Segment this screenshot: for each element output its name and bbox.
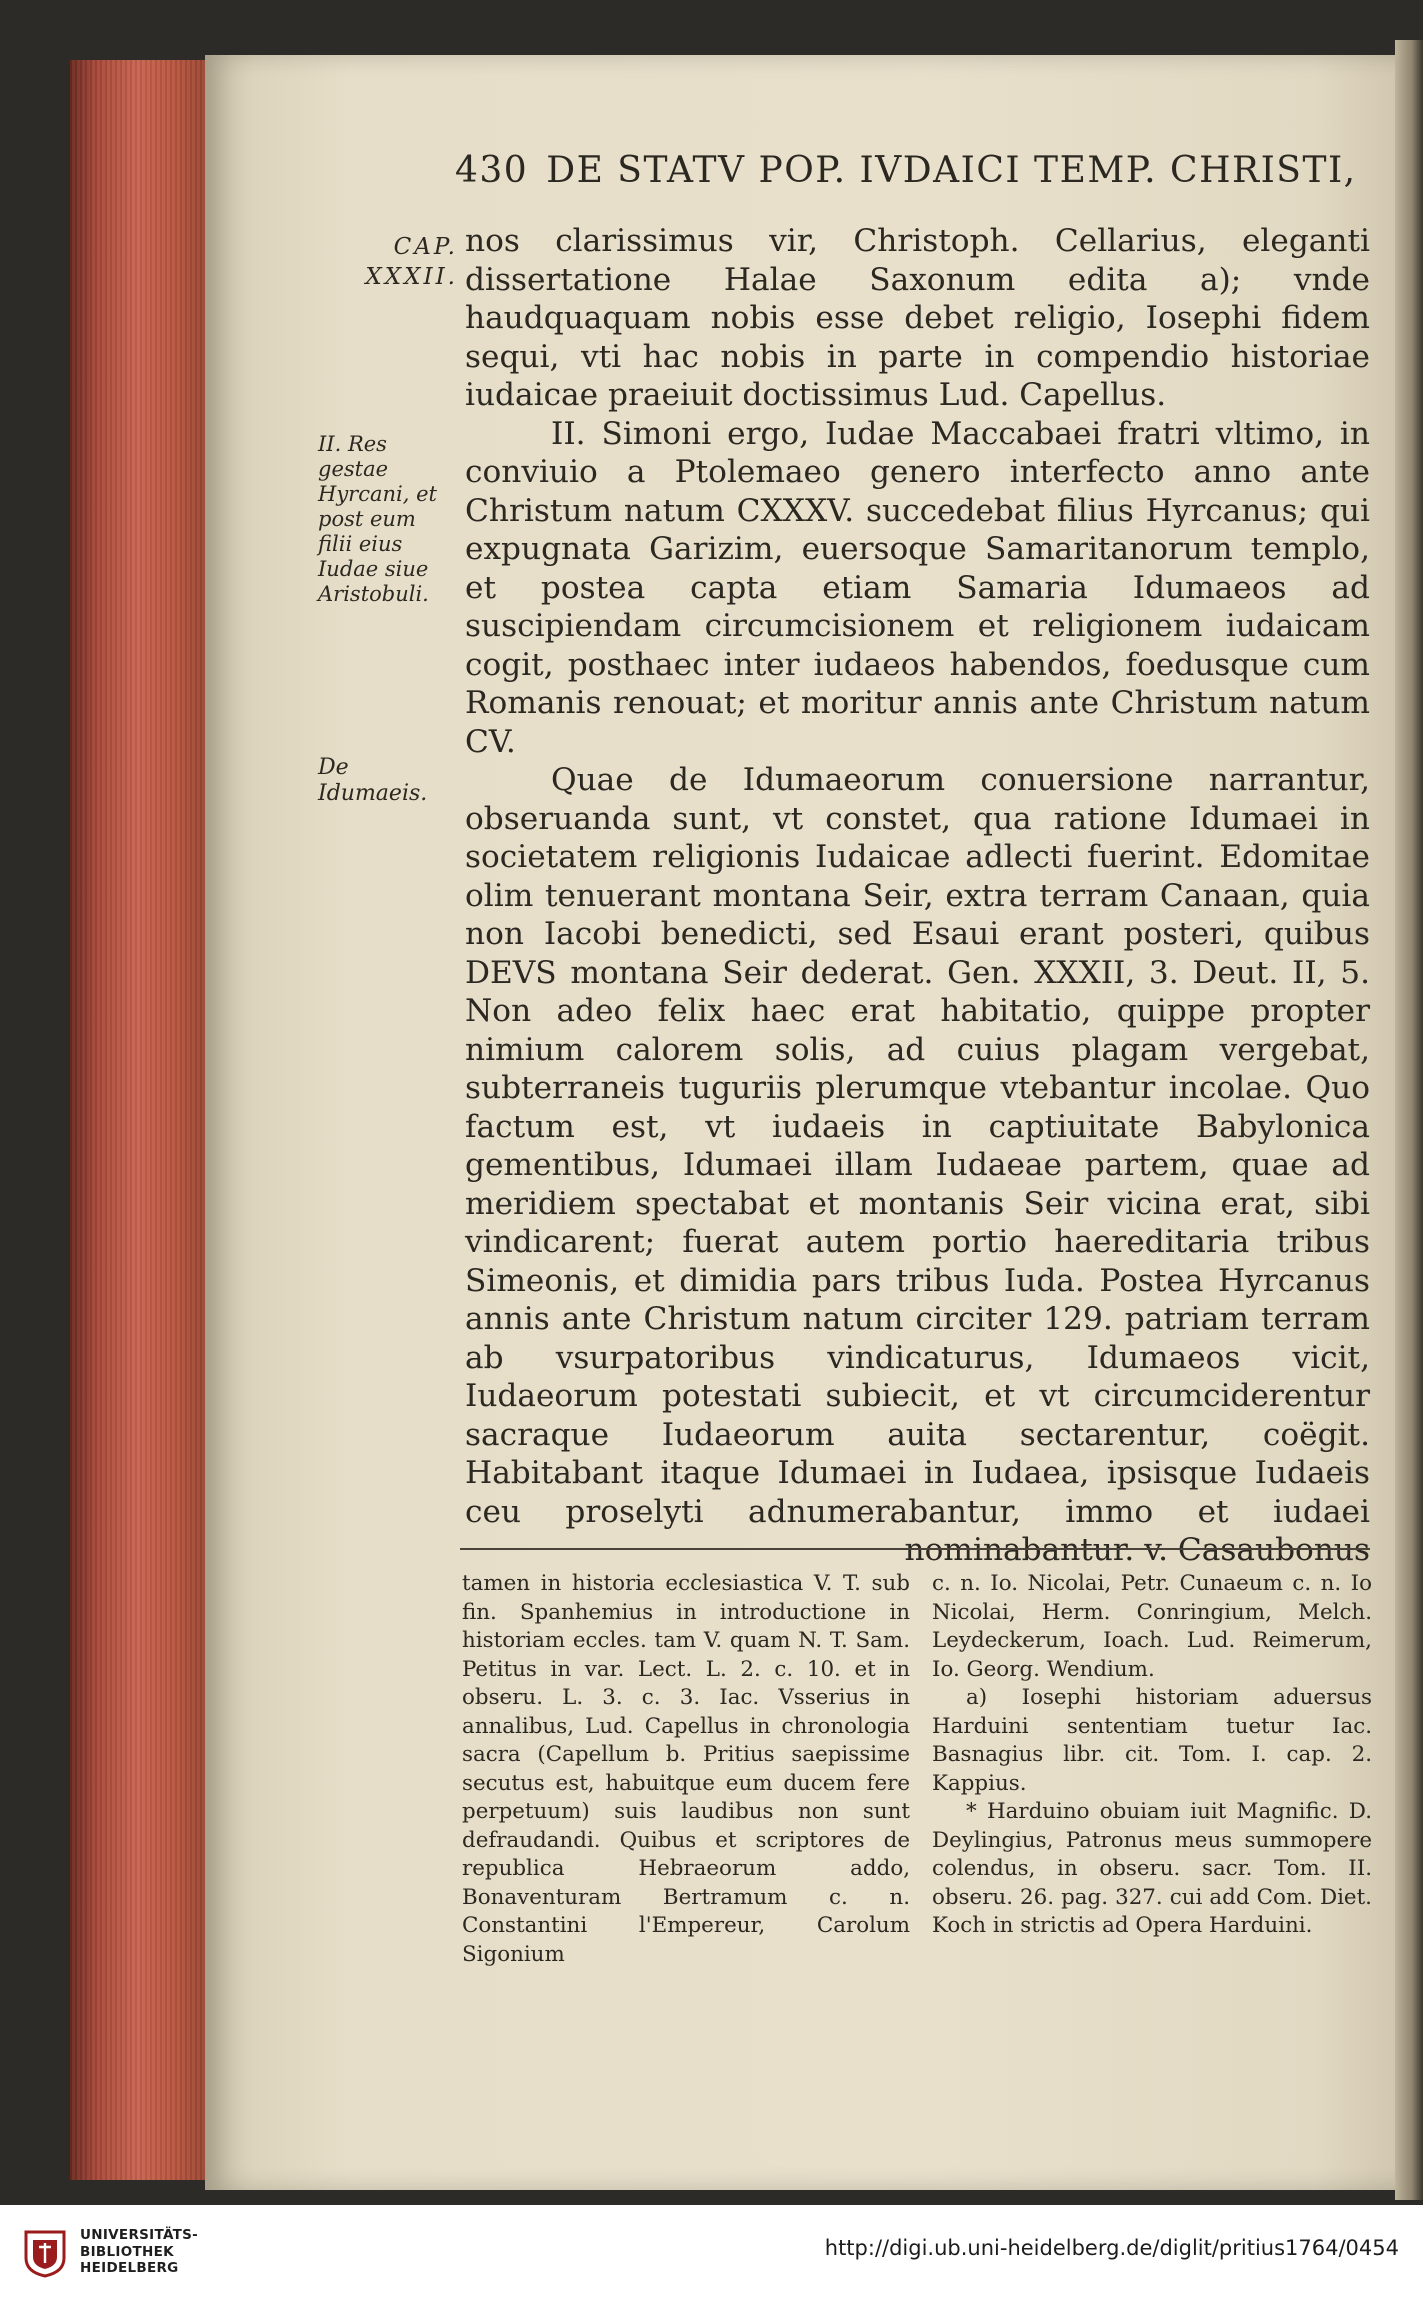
footnotes-left-column bbox=[462, 1570, 910, 1969]
footnote-rule bbox=[460, 1548, 1370, 1550]
footnote-right-text-1: c. n. Io. Nicolai, Petr. Cunaeum c. n. Io Nicolai, Herm. Conringium, Melch. Leydeckerum, Ioach. Lud. Reimerum, Io. Georg. Wendium. bbox=[932, 1571, 1372, 1682]
heidelberg-university-seal-icon bbox=[22, 2228, 68, 2278]
main-paragraph-3: Quae de Idumaeorum conuersione narrantur, obseruanda sunt, vt constet, qua ratione Idumaei in societatem religionis Iudaicae adlecti fuerint. Edomitae olim tenuerant montana Seir, extra terram Canaan, quia non Iacobi benedicti, sed Esaui erant posteri, quibus DEVS montana Seir dederat. Gen. XXXII, 3. Deut. II, 5. Non adeo felix haec erat habitatio, quippe propter nimium calorem solis, ad cuius plagam vergebat, subterraneis tuguriis plerumque vtebantur incolae. Quo factum est, vt iudaeis in captiuitate Babylonica gementibus, Idumaei illam Iudaeae partem, quae ad meridiem spectabat et montanis Seir vicina erat, sibi vindicarent; fuerat autem portio haereditaria tribus Simeonis, et dimidia pars tribus Iuda. Postea Hyrcanus annis ante Christum natum circiter 129. patriam terram ab vsurpatoribus vindicaturus, Idumaeos vicit, Iudaeorum potestati subiecit, et vt circumciderentur sacraque Iudaeorum auita sectarentur, coëgit. Habitabant itaque Idumaei in Iudaea, ipsisque Iudaeis ceu proselyti adnumerabantur, immo et iudaei nominabantur. v. Casaubonus bbox=[465, 762, 1370, 1568]
footnote-right-text-3: * Harduino obuiam iuit Magnific. D. Deylingius, Patronus meus summopere colendus, in obseru. sacr. Tom. II. obseru. 26. pag. 327. cui add Com. Diet. Koch in strictis ad Opera Harduini. bbox=[932, 1799, 1372, 1938]
margin-note-chapter: CAP. XXXII. bbox=[365, 234, 458, 290]
main-text bbox=[465, 222, 1370, 1570]
running-head bbox=[455, 150, 1355, 191]
footnote-left-text: tamen in historia ecclesiastica V. T. sub fin. Spanhemius in introductione in historiam eccles. tam V. quam N. T. Sam. Petitus in var. Lect. L. 2. c. 10. et in obseru. L. 3. c. 3. Iac. Vsserius in annalibus, Lud. Capellus in chronologia sacra (Capellum b. Pritius saepissime secutus est, habuitque eum ducem fere perpetuum) suis laudibus non sunt defraudandi. Quibus et scriptores de republica Hebraeorum addo, Bonaventuram Bertramum c. n. Constantini l'Empereur, Carolum Sigonium bbox=[462, 1571, 910, 1967]
book-fore-edge bbox=[70, 60, 220, 2180]
footnote-right-text-2: a) Iosephi historiam aduersus Harduini sententiam tuetur Iac. Basnagius libr. cit. Tom. I. cap. 2. Kappius. bbox=[932, 1685, 1372, 1796]
main-paragraph-2: II. Simoni ergo, Iudae Maccabaei fratri vltimo, in conviuio a Ptolemaeo genero interfecto anno ante Christum natum CXXXV. succedebat filius Hyrcanus; qui expugnata Garizim, euersoque Samaritanorum templo, et postea capta etiam Samaria Idumaeos ad suscipiendam circumcisionem et religionem iudaicam cogit, posthaec inter iudaeos habendos, foedusque cum Romanis renouat; et moritur annis ante Christum natum CV. bbox=[465, 415, 1370, 760]
margin-note-res-gestae: II. Res gestae Hyrcani, et post eum filii eius Iudae siue Aristobuli. bbox=[318, 432, 437, 606]
page-number: 430 bbox=[455, 150, 529, 191]
library-name-line-3: HEIDELBERG bbox=[80, 2260, 179, 2276]
main-paragraph-1: nos clarissimus vir, Christoph. Cellarius, eleganti dissertatione Halae Saxonum edita a); vnde haudquaquam nobis esse debet religio, Iosephi fidem sequi, vti hac nobis in parte in compendio historiae iudaicae praeiuit doctissimus Lud. Capellus. bbox=[465, 223, 1370, 413]
footnotes-right-column bbox=[932, 1570, 1372, 1941]
library-name-line-1: UNIVERSITÄTS- bbox=[80, 2227, 199, 2243]
running-head-title: DE STATV POP. IVDAICI TEMP. CHRISTI, bbox=[546, 150, 1357, 191]
library-name bbox=[80, 2227, 198, 2277]
source-url[interactable]: http://digi.ub.uni-heidelberg.de/diglit/pritius1764/0454 bbox=[824, 2236, 1399, 2260]
library-name-line-2: BIBLIOTHEK bbox=[80, 2243, 174, 2260]
margin-note-de-idumaeis: De Idumaeis. bbox=[318, 755, 428, 806]
page-right-edge bbox=[1395, 40, 1423, 2200]
